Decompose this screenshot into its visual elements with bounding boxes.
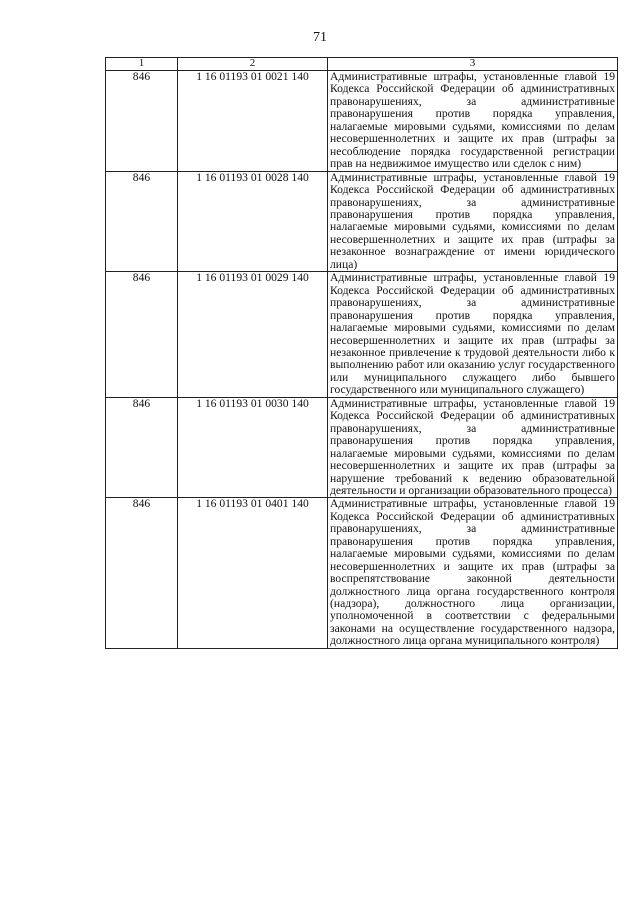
budget-code-cell: 1 16 01193 01 0021 140 [178, 71, 328, 172]
table-row [106, 71, 618, 172]
admin-code-cell: 846 [106, 272, 178, 398]
budget-code-cell: 1 16 01193 01 0029 140 [178, 272, 328, 398]
table-row [106, 397, 618, 498]
header-col-3: 3 [328, 58, 618, 71]
header-col-1: 1 [106, 58, 178, 71]
admin-code-cell: 846 [106, 397, 178, 498]
description-cell: Административные штрафы, установленные главой 19 Кодекса Российской Федерации об административных правонарушениях, за административные правонарушения против порядка управления, налагаемые мировыми судьями, комиссиями по делам несовершеннолетних и защите их прав (штрафы за незаконное привлечение к трудовой деятельности либо к выполнению работ или оказанию услуг государственного или муниципального служащего либо бывшего государственного или муниципального служащего) [328, 272, 618, 398]
table-row [106, 171, 618, 272]
table-row [106, 498, 618, 648]
description-cell: Административные штрафы, установленные главой 19 Кодекса Российской Федерации об административных правонарушениях, за административные правонарушения против порядка управления, налагаемые мировыми судьями, комиссиями по делам несовершеннолетних и защите их прав (штрафы за несоблюдение порядка государственной регистрации прав на недвижимое имущество или сделок с ним) [328, 71, 618, 172]
table-row [106, 272, 618, 398]
budget-code-cell: 1 16 01193 01 0028 140 [178, 171, 328, 272]
budget-code-cell: 1 16 01193 01 0030 140 [178, 397, 328, 498]
budget-code-table [105, 57, 618, 649]
header-col-2: 2 [178, 58, 328, 71]
description-cell: Административные штрафы, установленные главой 19 Кодекса Российской Федерации об административных правонарушениях, за административные правонарушения против порядка управления, налагаемые мировыми судьями, комиссиями по делам несовершеннолетних и защите их прав (штрафы за нарушение требований к ведению образовательной деятельности и организации образовательного процесса) [328, 397, 618, 498]
budget-code-cell: 1 16 01193 01 0401 140 [178, 498, 328, 648]
description-cell: Административные штрафы, установленные главой 19 Кодекса Российской Федерации об административных правонарушениях, за административные правонарушения против порядка управления, налагаемые мировыми судьями, комиссиями по делам несовершеннолетних и защите их прав (штрафы за незаконное вознаграждение от имени юридического лица) [328, 171, 618, 272]
admin-code-cell: 846 [106, 498, 178, 648]
admin-code-cell: 846 [106, 71, 178, 172]
table-header-row [106, 58, 618, 71]
description-cell: Административные штрафы, установленные главой 19 Кодекса Российской Федерации об административных правонарушениях, за административные правонарушения против порядка управления, налагаемые мировыми судьями, комиссиями по делам несовершеннолетних и защите их прав (штрафы за воспрепятствование законной деятельности должностного лица органа государственного контроля (надзора), должностного лица организации, уполномоченной в соответствии с федеральными законами на осуществление государственного надзора, должностного лица органа муниципального контроля) [328, 498, 618, 648]
admin-code-cell: 846 [106, 171, 178, 272]
page-number: 71 [313, 30, 327, 45]
